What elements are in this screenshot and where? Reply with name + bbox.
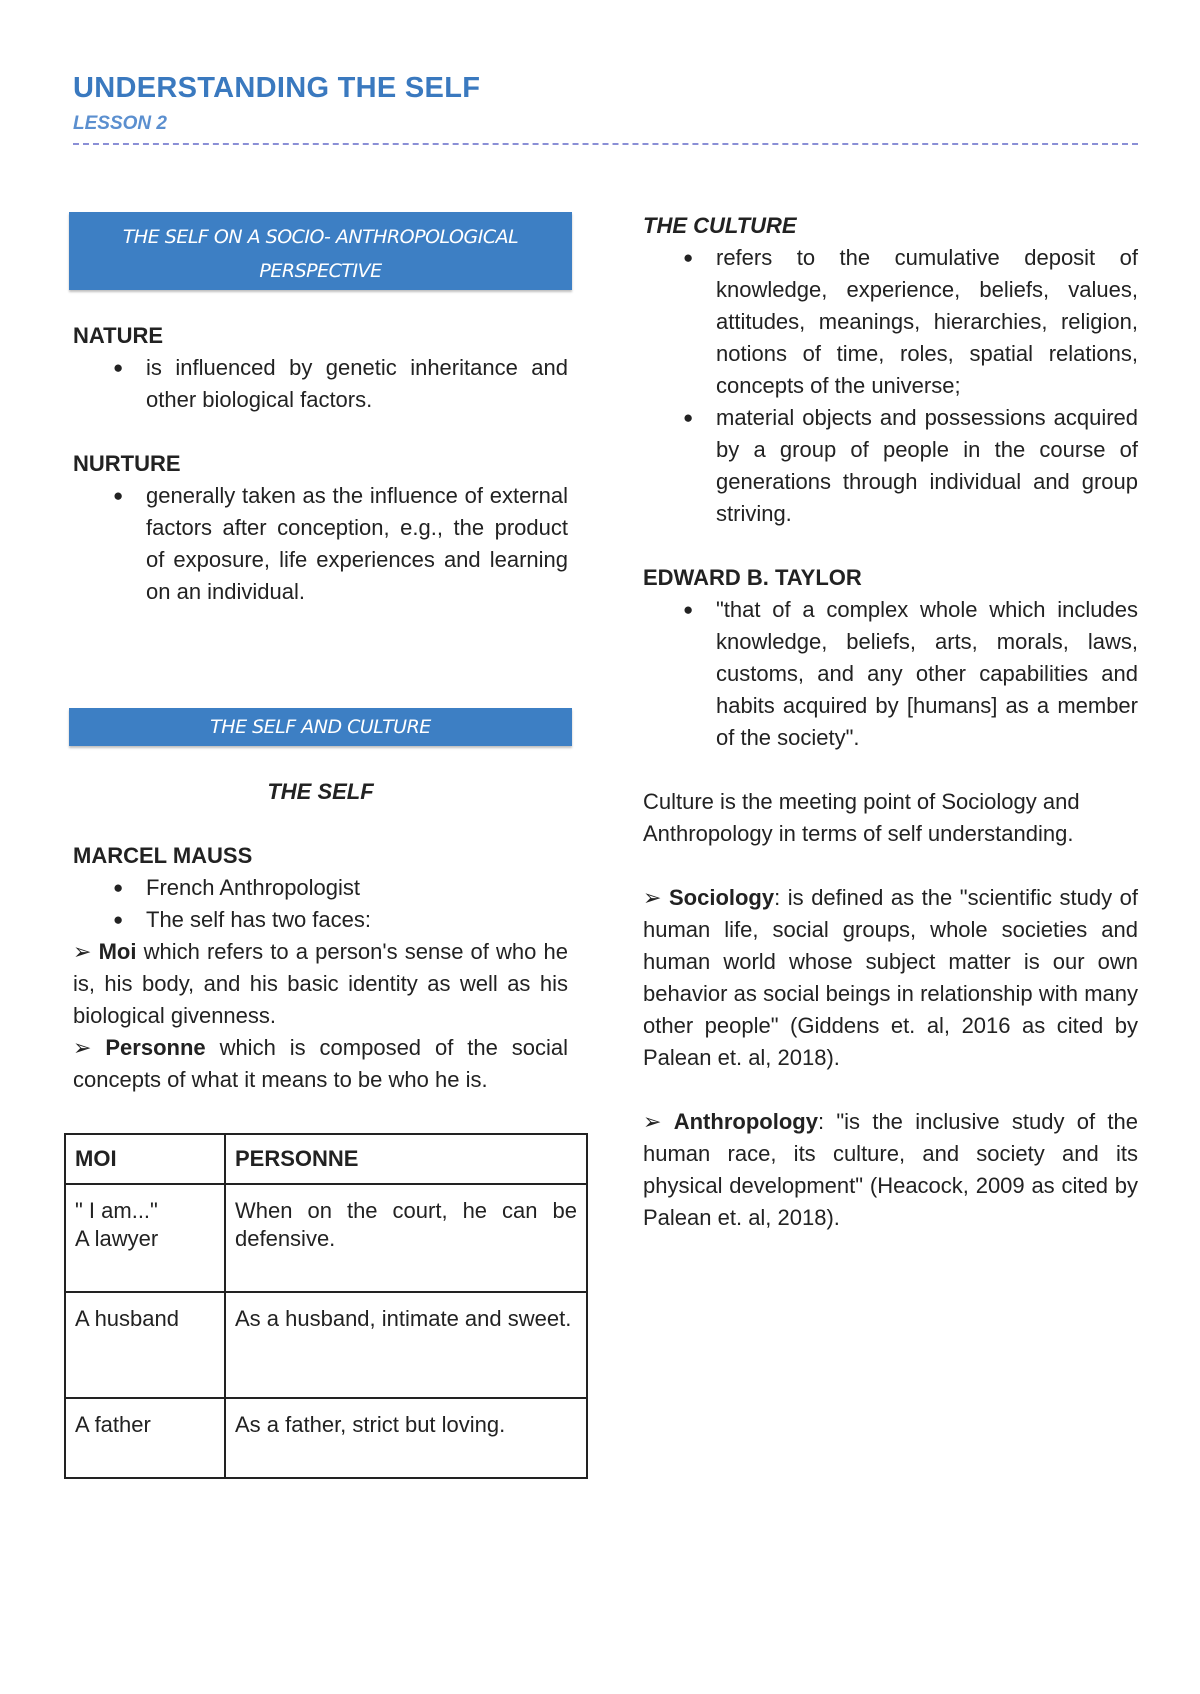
- culture-bullet-1: ● refers to the cumulative deposit of knowledge, experience, beliefs, values, attitudes, meanings, hierarchies, religion, notions of time, roles, spatial relations, concepts of the universe;: [643, 242, 1138, 402]
- sociology-term: Sociology: [668, 885, 775, 910]
- banner-socio-anthropological: [69, 212, 572, 290]
- cell-line: A lawyer: [75, 1226, 159, 1251]
- table-cell-moi: [65, 1184, 225, 1292]
- sociology-text: : is defined as the "scientific study of human life, social groups, whole societies and human world whose subject matter is our own behavior as social beings in relationship with many other people" (Giddens et. al, 2016 as cited by Palean et. al, 2018).: [643, 885, 1138, 1070]
- arrow-icon: ➢: [643, 1109, 662, 1134]
- cell-line: " I am...": [75, 1198, 158, 1223]
- nurture-list: [73, 480, 568, 608]
- culture-heading: THE CULTURE: [643, 213, 797, 238]
- mauss-bullet-2: ● The self has two faces:: [73, 904, 568, 936]
- meeting-point-paragraph: Culture is the meeting point of Sociology and Anthropology in terms of self understanding.: [643, 789, 1080, 846]
- mauss-list: [73, 872, 568, 936]
- table-row: [65, 1398, 587, 1478]
- personne-paragraph: [73, 1032, 568, 1096]
- taylor-list: [643, 594, 1138, 754]
- moi-text: which refers to a person's sense of who he is, his body, and his basic identity as well as his biological givenness.: [73, 939, 568, 1028]
- left-column-top: [73, 320, 568, 608]
- arrow-icon: ➢: [73, 939, 92, 964]
- moi-term: Moi: [98, 939, 137, 964]
- the-self-heading: THE SELF: [267, 779, 374, 804]
- arrow-icon: ➢: [643, 885, 662, 910]
- table-cell-moi: A father: [65, 1398, 225, 1478]
- nature-heading: NATURE: [73, 323, 164, 348]
- document-title: UNDERSTANDING THE SELF: [73, 72, 481, 104]
- nurture-heading: NURTURE: [73, 451, 181, 476]
- table-header-row: [65, 1134, 587, 1184]
- personne-term: Personne: [105, 1035, 206, 1060]
- table-cell-moi: A husband: [65, 1292, 225, 1398]
- left-column-bottom: [73, 776, 568, 1096]
- personne-text: which is composed of the social concepts of what it means to be who he is.: [73, 1035, 568, 1092]
- mauss-bullet-1: ● French Anthropologist: [73, 872, 568, 904]
- anthropology-text: : "is the inclusive study of the human race, its culture, and society and its physical development" (Heacock, 2009 as cited by Palean et. al, 2018).: [643, 1109, 1138, 1230]
- nature-list: [73, 352, 568, 416]
- table-cell-personne: When on the court, he can be defensive.: [225, 1184, 587, 1292]
- header-divider: [73, 143, 1138, 145]
- banner-line-2: PERSPECTIVE: [259, 260, 382, 282]
- anthropology-paragraph: [643, 1106, 1138, 1234]
- mauss-heading: MARCEL MAUSS: [73, 843, 253, 868]
- taylor-heading: EDWARD B. TAYLOR: [643, 565, 862, 590]
- taylor-bullet: ● "that of a complex whole which includes knowledge, beliefs, arts, morals, laws, customs, and any other capabilities and habits acquired by [humans] as a member of the society".: [643, 594, 1138, 754]
- culture-bullet-2: ● material objects and possessions acquired by a group of people in the course of generations through individual and group striving.: [643, 402, 1138, 530]
- table-cell-personne: As a father, strict but loving.: [225, 1398, 587, 1478]
- right-column: [643, 210, 1138, 1234]
- moi-personne-table: [64, 1133, 588, 1479]
- table-row: [65, 1292, 587, 1398]
- banner-line-1: THE SELF ON A SOCIO- ANTHROPOLOGICAL: [122, 226, 519, 248]
- lesson-label: LESSON 2: [73, 113, 167, 134]
- banner-self-and-culture: THE SELF AND CULTURE: [69, 708, 572, 746]
- culture-list: [643, 242, 1138, 530]
- table-row: [65, 1184, 587, 1292]
- sociology-paragraph: [643, 882, 1138, 1074]
- nurture-bullet: ● generally taken as the influence of external factors after conception, e.g., the product of exposure, life experiences and learning on an individual.: [73, 480, 568, 608]
- table-header-moi: MOI: [65, 1134, 225, 1184]
- moi-paragraph: [73, 936, 568, 1032]
- arrow-icon: ➢: [73, 1035, 92, 1060]
- anthropology-term: Anthropology: [673, 1109, 818, 1134]
- table-header-personne: PERSONNE: [225, 1134, 587, 1184]
- table-cell-personne: As a husband, intimate and sweet.: [225, 1292, 587, 1398]
- nature-bullet: ● is influenced by genetic inheritance and other biological factors.: [73, 352, 568, 416]
